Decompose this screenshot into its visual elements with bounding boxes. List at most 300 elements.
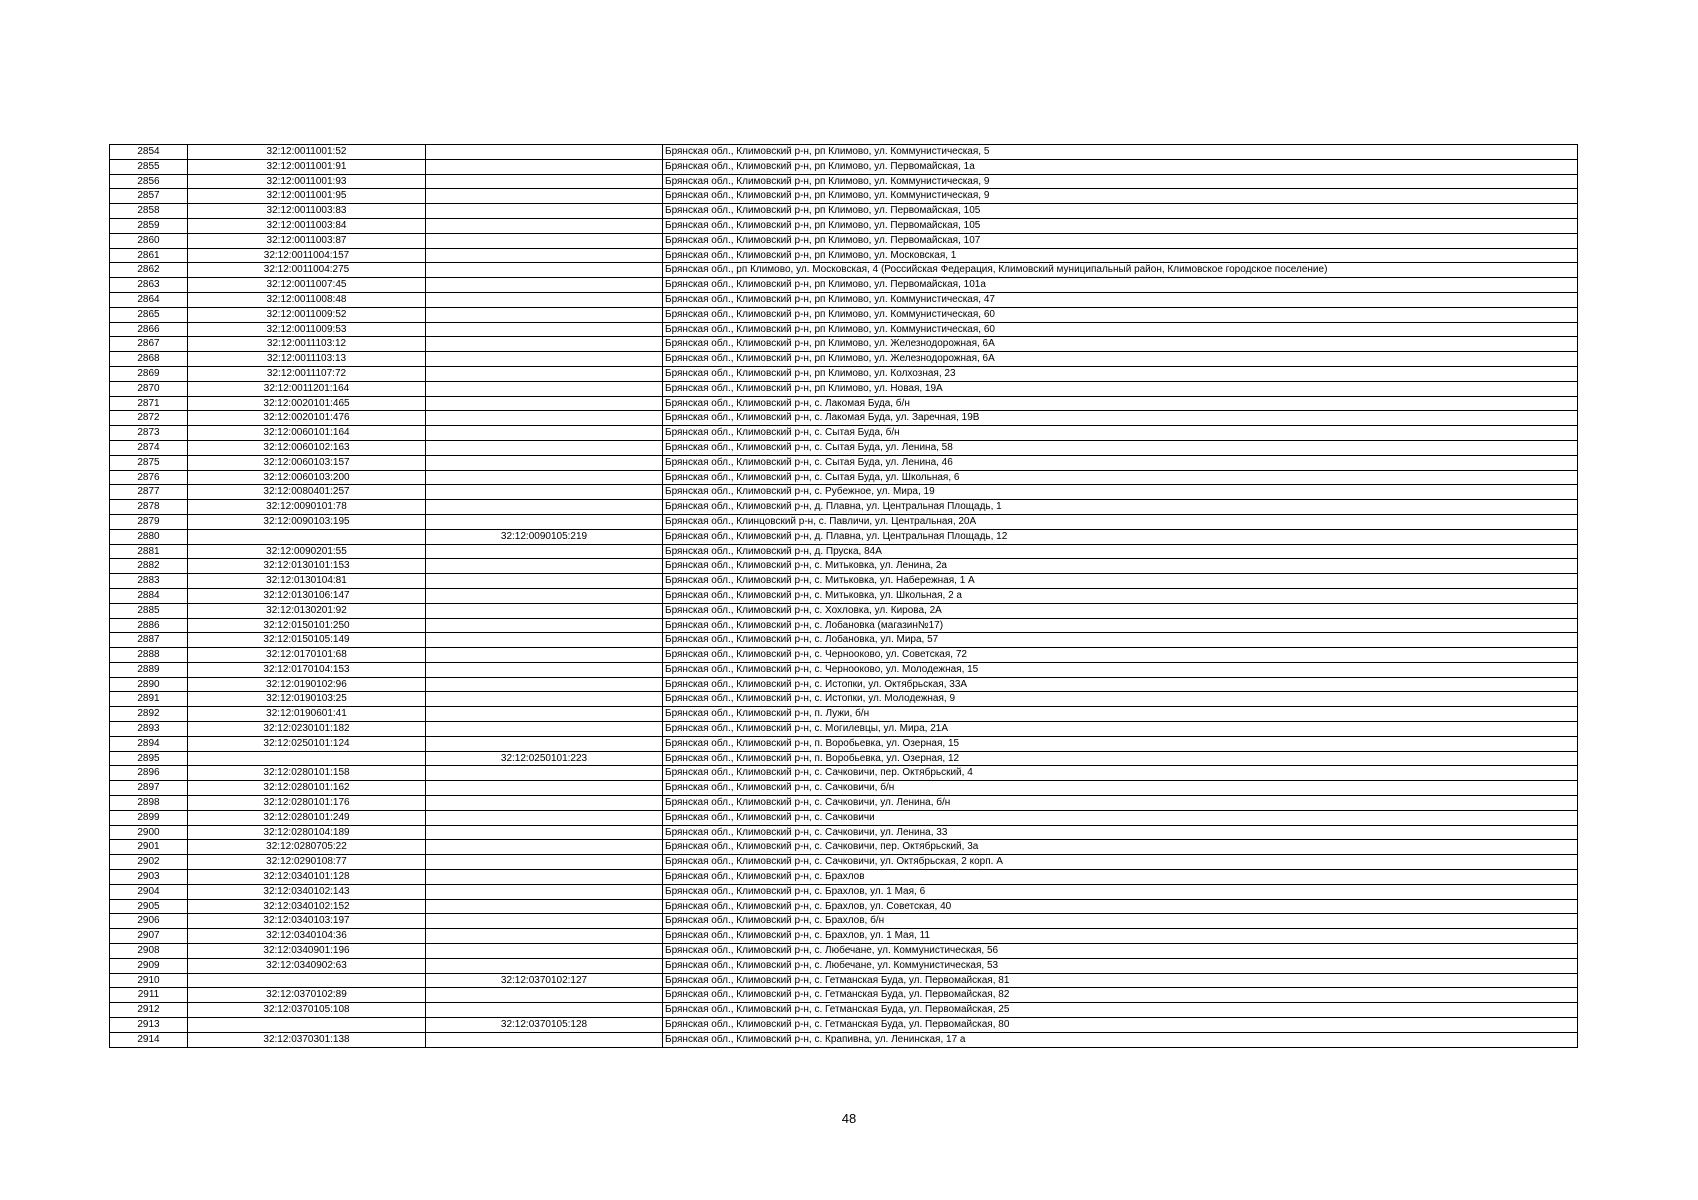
- address-cell: Брянская обл., Климовский р-н, с. Сачковичи, пер. Октябрьский, 3а: [663, 840, 1578, 855]
- cadastral-number-alt-cell: [426, 574, 663, 589]
- address-cell: Брянская обл., Климовский р-н, рп Климово, ул. Первомайская, 107: [663, 233, 1578, 248]
- cadastral-number-cell: 32:12:0090103:195: [188, 514, 426, 529]
- cadastral-number-cell: 32:12:0150105:149: [188, 633, 426, 648]
- row-number-cell: 2889: [110, 662, 188, 677]
- cadastral-number-alt-cell: [426, 929, 663, 944]
- address-cell: Брянская обл., Климовский р-н, с. Брахлов: [663, 870, 1578, 885]
- row-number-cell: 2890: [110, 677, 188, 692]
- cadastral-number-cell: 32:12:0280101:249: [188, 810, 426, 825]
- table-row: [110, 411, 1578, 426]
- table-row: [110, 973, 1578, 988]
- table-row: [110, 662, 1578, 677]
- cadastral-number-alt-cell: [426, 189, 663, 204]
- cadastral-number-alt-cell: [426, 825, 663, 840]
- address-cell: Брянская обл., Климовский р-н, с. Могилевцы, ул. Мира, 21А: [663, 722, 1578, 737]
- table-row: [110, 1032, 1578, 1047]
- cadastral-number-cell: 32:12:0011103:13: [188, 352, 426, 367]
- row-number-cell: 2900: [110, 825, 188, 840]
- cadastral-number-alt-cell: [426, 662, 663, 677]
- cadastral-number-cell: 32:12:0230101:182: [188, 722, 426, 737]
- cadastral-number-alt-cell: [426, 233, 663, 248]
- cadastral-number-alt-cell: [426, 500, 663, 515]
- row-number-cell: 2870: [110, 381, 188, 396]
- cadastral-number-cell: 32:12:0011008:48: [188, 292, 426, 307]
- row-number-cell: 2872: [110, 411, 188, 426]
- address-cell: Брянская обл., Климовский р-н, с. Сытая Буда, ул. Школьная, 6: [663, 470, 1578, 485]
- cadastral-number-alt-cell: [426, 796, 663, 811]
- cadastral-number-alt-cell: [426, 707, 663, 722]
- row-number-cell: 2899: [110, 810, 188, 825]
- row-number-cell: 2895: [110, 751, 188, 766]
- table-row: [110, 929, 1578, 944]
- cadastral-number-alt-cell: [426, 174, 663, 189]
- table-row: [110, 1003, 1578, 1018]
- table-row: [110, 292, 1578, 307]
- row-number-cell: 2903: [110, 870, 188, 885]
- address-cell: Брянская обл., Климовский р-н, рп Климово, ул. Железнодорожная, 6А: [663, 337, 1578, 352]
- table-row: [110, 766, 1578, 781]
- table-row: [110, 426, 1578, 441]
- address-cell: Брянская обл., Климовский р-н, с. Лобановка, ул. Мира, 57: [663, 633, 1578, 648]
- table-row: [110, 603, 1578, 618]
- row-number-cell: 2893: [110, 722, 188, 737]
- cadastral-number-cell: 32:12:0011003:83: [188, 204, 426, 219]
- address-cell: Брянская обл., Климовский р-н, с. Митьковка, ул. Набережная, 1 А: [663, 574, 1578, 589]
- row-number-cell: 2891: [110, 692, 188, 707]
- row-number-cell: 2914: [110, 1032, 188, 1047]
- cadastral-number-alt-cell: [426, 307, 663, 322]
- row-number-cell: 2894: [110, 736, 188, 751]
- address-cell: Брянская обл., Климовский р-н, рп Климово, ул. Коммунистическая, 5: [663, 145, 1578, 160]
- row-number-cell: 2913: [110, 1018, 188, 1033]
- cadastral-number-alt-cell: [426, 352, 663, 367]
- cadastral-number-cell: 32:12:0011009:53: [188, 322, 426, 337]
- cadastral-number-alt-cell: [426, 218, 663, 233]
- cadastral-number-cell: 32:12:0130106:147: [188, 588, 426, 603]
- cadastral-number-alt-cell: [426, 736, 663, 751]
- cadastral-number-alt-cell: [426, 263, 663, 278]
- address-cell: Брянская обл., Климовский р-н, с. Хохловка, ул. Кирова, 2А: [663, 603, 1578, 618]
- table-row: [110, 440, 1578, 455]
- cadastral-number-cell: 32:12:0280101:158: [188, 766, 426, 781]
- address-cell: Брянская обл., Клинцовский р-н, с. Павличи, ул. Центральная, 20А: [663, 514, 1578, 529]
- cadastral-number-cell: 32:12:0011001:91: [188, 159, 426, 174]
- cadastral-number-alt-cell: [426, 544, 663, 559]
- row-number-cell: 2866: [110, 322, 188, 337]
- table-row: [110, 810, 1578, 825]
- table-row: [110, 677, 1578, 692]
- table-body: [110, 145, 1578, 1048]
- cadastral-number-cell: 32:12:0011009:52: [188, 307, 426, 322]
- row-number-cell: 2908: [110, 944, 188, 959]
- table-row: [110, 736, 1578, 751]
- address-cell: Брянская обл., Климовский р-н, с. Любечане, ул. Коммунистическая, 53: [663, 958, 1578, 973]
- address-cell: Брянская обл., Климовский р-н, с. Сачковичи, ул. Октябрьская, 2 корп. А: [663, 855, 1578, 870]
- cadastral-number-alt-cell: 32:12:0370102:127: [426, 973, 663, 988]
- table-row: [110, 722, 1578, 737]
- row-number-cell: 2855: [110, 159, 188, 174]
- address-cell: Брянская обл., Климовский р-н, с. Чернооково, ул. Советская, 72: [663, 648, 1578, 663]
- row-number-cell: 2865: [110, 307, 188, 322]
- cadastral-number-cell: 32:12:0011001:95: [188, 189, 426, 204]
- cadastral-number-alt-cell: [426, 381, 663, 396]
- address-cell: Брянская обл., Климовский р-н, с. Сытая Буда, ул. Ленина, 46: [663, 455, 1578, 470]
- cadastral-number-cell: 32:12:0090101:78: [188, 500, 426, 515]
- row-number-cell: 2869: [110, 366, 188, 381]
- row-number-cell: 2878: [110, 500, 188, 515]
- address-cell: Брянская обл., Климовский р-н, п. Лужи, б/н: [663, 707, 1578, 722]
- table-row: [110, 322, 1578, 337]
- table-row: [110, 840, 1578, 855]
- cadastral-number-alt-cell: [426, 618, 663, 633]
- cadastral-number-cell: 32:12:0340102:143: [188, 884, 426, 899]
- cadastral-number-cell: 32:12:0080401:257: [188, 485, 426, 500]
- address-cell: Брянская обл., Климовский р-н, с. Брахлов, ул. Советская, 40: [663, 899, 1578, 914]
- table-row: [110, 366, 1578, 381]
- row-number-cell: 2886: [110, 618, 188, 633]
- cadastral-number-cell: 32:12:0370301:138: [188, 1032, 426, 1047]
- address-cell: Брянская обл., Климовский р-н, рп Климово, ул. Коммунистическая, 9: [663, 189, 1578, 204]
- table-row: [110, 263, 1578, 278]
- table-row: [110, 870, 1578, 885]
- address-cell: Брянская обл., Климовский р-н, с. Чернооково, ул. Молодежная, 15: [663, 662, 1578, 677]
- cadastral-number-alt-cell: [426, 840, 663, 855]
- cadastral-number-alt-cell: [426, 781, 663, 796]
- row-number-cell: 2858: [110, 204, 188, 219]
- cadastral-number-alt-cell: [426, 159, 663, 174]
- address-cell: Брянская обл., Климовский р-н, д. Плавна, ул. Центральная Площадь, 1: [663, 500, 1578, 515]
- cadastral-number-cell: 32:12:0011201:164: [188, 381, 426, 396]
- cadastral-number-cell: 32:12:0280705:22: [188, 840, 426, 855]
- cadastral-number-alt-cell: [426, 337, 663, 352]
- cadastral-number-alt-cell: [426, 692, 663, 707]
- cadastral-number-alt-cell: [426, 145, 663, 160]
- row-number-cell: 2888: [110, 648, 188, 663]
- row-number-cell: 2881: [110, 544, 188, 559]
- cadastral-number-cell: 32:12:0011004:275: [188, 263, 426, 278]
- table-row: [110, 944, 1578, 959]
- address-cell: Брянская обл., Климовский р-н, с. Лобановка (магазин№17): [663, 618, 1578, 633]
- address-cell: Брянская обл., Климовский р-н, с. Сачковичи, б/н: [663, 781, 1578, 796]
- address-cell: Брянская обл., Климовский р-н, с. Лакомая Буда, ул. Заречная, 19В: [663, 411, 1578, 426]
- table-row: [110, 233, 1578, 248]
- cadastral-number-alt-cell: [426, 648, 663, 663]
- table-row: [110, 855, 1578, 870]
- row-number-cell: 2861: [110, 248, 188, 263]
- table-row: [110, 544, 1578, 559]
- cadastral-number-alt-cell: [426, 411, 663, 426]
- cadastral-number-alt-cell: [426, 514, 663, 529]
- row-number-cell: 2887: [110, 633, 188, 648]
- cadastral-number-cell: 32:12:0011007:45: [188, 278, 426, 293]
- table-row: [110, 218, 1578, 233]
- table-row: [110, 914, 1578, 929]
- row-number-cell: 2906: [110, 914, 188, 929]
- address-cell: Брянская обл., Климовский р-н, с. Истопки, ул. Октябрьская, 33А: [663, 677, 1578, 692]
- address-cell: Брянская обл., Климовский р-н, с. Митьковка, ул. Ленина, 2а: [663, 559, 1578, 574]
- address-cell: Брянская обл., Климовский р-н, д. Пруска, 84А: [663, 544, 1578, 559]
- page-number: 48: [841, 1111, 857, 1126]
- cadastral-number-cell: 32:12:0290108:77: [188, 855, 426, 870]
- cadastral-number-cell: 32:12:0190102:96: [188, 677, 426, 692]
- address-cell: Брянская обл., Климовский р-н, рп Климово, ул. Колхозная, 23: [663, 366, 1578, 381]
- row-number-cell: 2884: [110, 588, 188, 603]
- cadastral-number-cell: 32:12:0011003:87: [188, 233, 426, 248]
- row-number-cell: 2860: [110, 233, 188, 248]
- table-row: [110, 396, 1578, 411]
- row-number-cell: 2896: [110, 766, 188, 781]
- table-row: [110, 559, 1578, 574]
- address-cell: Брянская обл., Климовский р-н, с. Гетманская Буда, ул. Первомайская, 25: [663, 1003, 1578, 1018]
- row-number-cell: 2885: [110, 603, 188, 618]
- cadastral-number-cell: 32:12:0150101:250: [188, 618, 426, 633]
- cadastral-number-alt-cell: [426, 559, 663, 574]
- cadastral-number-alt-cell: [426, 248, 663, 263]
- table-row: [110, 825, 1578, 840]
- address-cell: Брянская обл., Климовский р-н, с. Рубежное, ул. Мира, 19: [663, 485, 1578, 500]
- cadastral-number-alt-cell: [426, 677, 663, 692]
- table-row: [110, 692, 1578, 707]
- address-cell: Брянская обл., Климовский р-н, с. Сачковичи, пер. Октябрьский, 4: [663, 766, 1578, 781]
- address-cell: Брянская обл., Климовский р-н, п. Воробьевка, ул. Озерная, 12: [663, 751, 1578, 766]
- cadastral-number-cell: 32:12:0340901:196: [188, 944, 426, 959]
- cadastral-number-cell: 32:12:0011107:72: [188, 366, 426, 381]
- row-number-cell: 2856: [110, 174, 188, 189]
- cadastral-number-alt-cell: [426, 855, 663, 870]
- cadastral-number-alt-cell: [426, 322, 663, 337]
- cadastral-number-alt-cell: 32:12:0090105:219: [426, 529, 663, 544]
- row-number-cell: 2854: [110, 145, 188, 160]
- cadastral-number-cell: 32:12:0060102:163: [188, 440, 426, 455]
- row-number-cell: 2873: [110, 426, 188, 441]
- cadastral-number-cell: 32:12:0011001:52: [188, 145, 426, 160]
- row-number-cell: 2897: [110, 781, 188, 796]
- table-row: [110, 574, 1578, 589]
- cadastral-number-cell: 32:12:0280101:176: [188, 796, 426, 811]
- address-cell: Брянская обл., Климовский р-н, с. Лакомая Буда, б/н: [663, 396, 1578, 411]
- cadastral-number-cell: 32:12:0340101:128: [188, 870, 426, 885]
- cadastral-number-alt-cell: [426, 292, 663, 307]
- address-cell: Брянская обл., Климовский р-н, п. Воробьевка, ул. Озерная, 15: [663, 736, 1578, 751]
- cadastral-number-alt-cell: [426, 1032, 663, 1047]
- cadastral-number-cell: 32:12:0090201:55: [188, 544, 426, 559]
- cadastral-number-cell: 32:12:0060101:164: [188, 426, 426, 441]
- cadastral-number-alt-cell: [426, 899, 663, 914]
- cadastral-number-cell: 32:12:0340104:36: [188, 929, 426, 944]
- cadastral-number-cell: 32:12:0190103:25: [188, 692, 426, 707]
- address-cell: Брянская обл., Климовский р-н, с. Брахлов, ул. 1 Мая, 11: [663, 929, 1578, 944]
- row-number-cell: 2909: [110, 958, 188, 973]
- cadastral-number-cell: 32:12:0130201:92: [188, 603, 426, 618]
- address-cell: Брянская обл., Климовский р-н, рп Климово, ул. Первомайская, 105: [663, 218, 1578, 233]
- address-cell: Брянская обл., Климовский р-н, с. Митьковка, ул. Школьная, 2 а: [663, 588, 1578, 603]
- address-cell: Брянская обл., Климовский р-н, рп Климово, ул. Коммунистическая, 60: [663, 307, 1578, 322]
- cadastral-number-alt-cell: [426, 455, 663, 470]
- row-number-cell: 2863: [110, 278, 188, 293]
- row-number-cell: 2880: [110, 529, 188, 544]
- cadastral-number-alt-cell: [426, 958, 663, 973]
- row-number-cell: 2857: [110, 189, 188, 204]
- table-row: [110, 248, 1578, 263]
- cadastral-number-cell: [188, 1018, 426, 1033]
- table-row: [110, 500, 1578, 515]
- row-number-cell: 2868: [110, 352, 188, 367]
- address-cell: Брянская обл., Климовский р-н, рп Климово, ул. Московская, 1: [663, 248, 1578, 263]
- address-cell: Брянская обл., Климовский р-н, д. Плавна, ул. Центральная Площадь, 12: [663, 529, 1578, 544]
- address-cell: Брянская обл., Климовский р-н, с. Сачковичи, ул. Ленина, 33: [663, 825, 1578, 840]
- row-number-cell: 2883: [110, 574, 188, 589]
- cadastral-number-alt-cell: [426, 633, 663, 648]
- cadastral-number-alt-cell: [426, 870, 663, 885]
- cadastral-number-alt-cell: [426, 588, 663, 603]
- row-number-cell: 2875: [110, 455, 188, 470]
- table-row: [110, 145, 1578, 160]
- row-number-cell: 2867: [110, 337, 188, 352]
- cadastral-number-cell: 32:12:0370105:108: [188, 1003, 426, 1018]
- address-cell: Брянская обл., Климовский р-н, с. Сытая Буда, ул. Ленина, 58: [663, 440, 1578, 455]
- address-cell: Брянская обл., Климовский р-н, с. Сачковичи: [663, 810, 1578, 825]
- row-number-cell: 2882: [110, 559, 188, 574]
- cadastral-number-cell: 32:12:0250101:124: [188, 736, 426, 751]
- cadastral-number-alt-cell: [426, 766, 663, 781]
- cadastral-number-alt-cell: [426, 603, 663, 618]
- cadastral-number-cell: 32:12:0011001:93: [188, 174, 426, 189]
- cadastral-number-alt-cell: [426, 366, 663, 381]
- address-cell: Брянская обл., Климовский р-н, рп Климово, ул. Первомайская, 1а: [663, 159, 1578, 174]
- cadastral-number-cell: 32:12:0340103:197: [188, 914, 426, 929]
- address-cell: Брянская обл., Климовский р-н, с. Гетманская Буда, ул. Первомайская, 81: [663, 973, 1578, 988]
- cadastral-number-cell: 32:12:0011004:157: [188, 248, 426, 263]
- address-cell: Брянская обл., Климовский р-н, с. Брахлов, б/н: [663, 914, 1578, 929]
- table-row: [110, 988, 1578, 1003]
- table-row: [110, 648, 1578, 663]
- row-number-cell: 2862: [110, 263, 188, 278]
- cadastral-number-cell: 32:12:0170104:153: [188, 662, 426, 677]
- address-cell: Брянская обл., рп Климово, ул. Московская, 4 (Российская Федерация, Климовский муниципальный район, Климовское городское поселение): [663, 263, 1578, 278]
- address-cell: Брянская обл., Климовский р-н, рп Климово, ул. Первомайская, 101а: [663, 278, 1578, 293]
- cadastral-number-alt-cell: [426, 396, 663, 411]
- table-row: [110, 751, 1578, 766]
- cadastral-number-cell: 32:12:0340902:63: [188, 958, 426, 973]
- cadastral-number-alt-cell: [426, 1003, 663, 1018]
- address-cell: Брянская обл., Климовский р-н, с. Истопки, ул. Молодежная, 9: [663, 692, 1578, 707]
- address-cell: Брянская обл., Климовский р-н, с. Гетманская Буда, ул. Первомайская, 82: [663, 988, 1578, 1003]
- row-number-cell: 2874: [110, 440, 188, 455]
- table-row: [110, 381, 1578, 396]
- address-cell: Брянская обл., Климовский р-н, рп Климово, ул. Коммунистическая, 47: [663, 292, 1578, 307]
- row-number-cell: 2898: [110, 796, 188, 811]
- cadastral-number-alt-cell: [426, 470, 663, 485]
- address-cell: Брянская обл., Климовский р-н, рп Климово, ул. Железнодорожная, 6А: [663, 352, 1578, 367]
- registry-table: [109, 144, 1578, 1048]
- address-cell: Брянская обл., Климовский р-н, с. Брахлов, ул. 1 Мая, 6: [663, 884, 1578, 899]
- table-row: [110, 307, 1578, 322]
- table-row: [110, 455, 1578, 470]
- table-row: [110, 796, 1578, 811]
- cadastral-number-cell: 32:12:0130101:153: [188, 559, 426, 574]
- cadastral-number-alt-cell: [426, 426, 663, 441]
- cadastral-number-cell: 32:12:0011103:12: [188, 337, 426, 352]
- table-row: [110, 159, 1578, 174]
- table-row: [110, 958, 1578, 973]
- cadastral-number-cell: 32:12:0060103:157: [188, 455, 426, 470]
- row-number-cell: 2871: [110, 396, 188, 411]
- cadastral-number-alt-cell: [426, 440, 663, 455]
- table-row: [110, 485, 1578, 500]
- cadastral-number-alt-cell: [426, 722, 663, 737]
- table-row: [110, 278, 1578, 293]
- cadastral-number-alt-cell: [426, 988, 663, 1003]
- cadastral-number-cell: [188, 973, 426, 988]
- row-number-cell: 2901: [110, 840, 188, 855]
- cadastral-number-cell: 32:12:0190601:41: [188, 707, 426, 722]
- cadastral-number-cell: 32:12:0020101:465: [188, 396, 426, 411]
- address-cell: Брянская обл., Климовский р-н, с. Любечане, ул. Коммунистическая, 56: [663, 944, 1578, 959]
- address-cell: Брянская обл., Климовский р-н, рп Климово, ул. Первомайская, 105: [663, 204, 1578, 219]
- address-cell: Брянская обл., Климовский р-н, рп Климово, ул. Новая, 19А: [663, 381, 1578, 396]
- table-row: [110, 470, 1578, 485]
- address-cell: Брянская обл., Климовский р-н, рп Климово, ул. Коммунистическая, 9: [663, 174, 1578, 189]
- row-number-cell: 2902: [110, 855, 188, 870]
- table-row: [110, 174, 1578, 189]
- table-row: [110, 899, 1578, 914]
- table-row: [110, 204, 1578, 219]
- cadastral-number-cell: 32:12:0340102:152: [188, 899, 426, 914]
- cadastral-number-cell: 32:12:0280101:162: [188, 781, 426, 796]
- row-number-cell: 2911: [110, 988, 188, 1003]
- address-cell: Брянская обл., Климовский р-н, с. Сытая Буда, б/н: [663, 426, 1578, 441]
- cadastral-number-cell: [188, 751, 426, 766]
- table-row: [110, 1018, 1578, 1033]
- address-cell: Брянская обл., Климовский р-н, с. Сачковичи, ул. Ленина, б/н: [663, 796, 1578, 811]
- table-row: [110, 588, 1578, 603]
- table-row: [110, 633, 1578, 648]
- row-number-cell: 2904: [110, 884, 188, 899]
- cadastral-number-alt-cell: [426, 485, 663, 500]
- cadastral-number-cell: 32:12:0280104:189: [188, 825, 426, 840]
- cadastral-number-cell: 32:12:0060103:200: [188, 470, 426, 485]
- row-number-cell: 2910: [110, 973, 188, 988]
- cadastral-number-alt-cell: [426, 884, 663, 899]
- row-number-cell: 2905: [110, 899, 188, 914]
- row-number-cell: 2864: [110, 292, 188, 307]
- table-row: [110, 337, 1578, 352]
- table-row: [110, 884, 1578, 899]
- row-number-cell: 2876: [110, 470, 188, 485]
- cadastral-number-alt-cell: 32:12:0370105:128: [426, 1018, 663, 1033]
- table-row: [110, 781, 1578, 796]
- row-number-cell: 2859: [110, 218, 188, 233]
- table-row: [110, 529, 1578, 544]
- cadastral-number-cell: 32:12:0011003:84: [188, 218, 426, 233]
- cadastral-number-cell: 32:12:0170101:68: [188, 648, 426, 663]
- cadastral-number-cell: [188, 529, 426, 544]
- table-row: [110, 189, 1578, 204]
- address-cell: Брянская обл., Климовский р-н, рп Климово, ул. Коммунистическая, 60: [663, 322, 1578, 337]
- table-row: [110, 618, 1578, 633]
- cadastral-number-alt-cell: [426, 204, 663, 219]
- row-number-cell: 2879: [110, 514, 188, 529]
- address-cell: Брянская обл., Климовский р-н, с. Крапивна, ул. Ленинская, 17 а: [663, 1032, 1578, 1047]
- row-number-cell: 2892: [110, 707, 188, 722]
- cadastral-number-alt-cell: [426, 944, 663, 959]
- cadastral-number-cell: 32:12:0130104:81: [188, 574, 426, 589]
- table-row: [110, 707, 1578, 722]
- row-number-cell: 2877: [110, 485, 188, 500]
- cadastral-number-alt-cell: 32:12:0250101:223: [426, 751, 663, 766]
- cadastral-number-alt-cell: [426, 278, 663, 293]
- row-number-cell: 2912: [110, 1003, 188, 1018]
